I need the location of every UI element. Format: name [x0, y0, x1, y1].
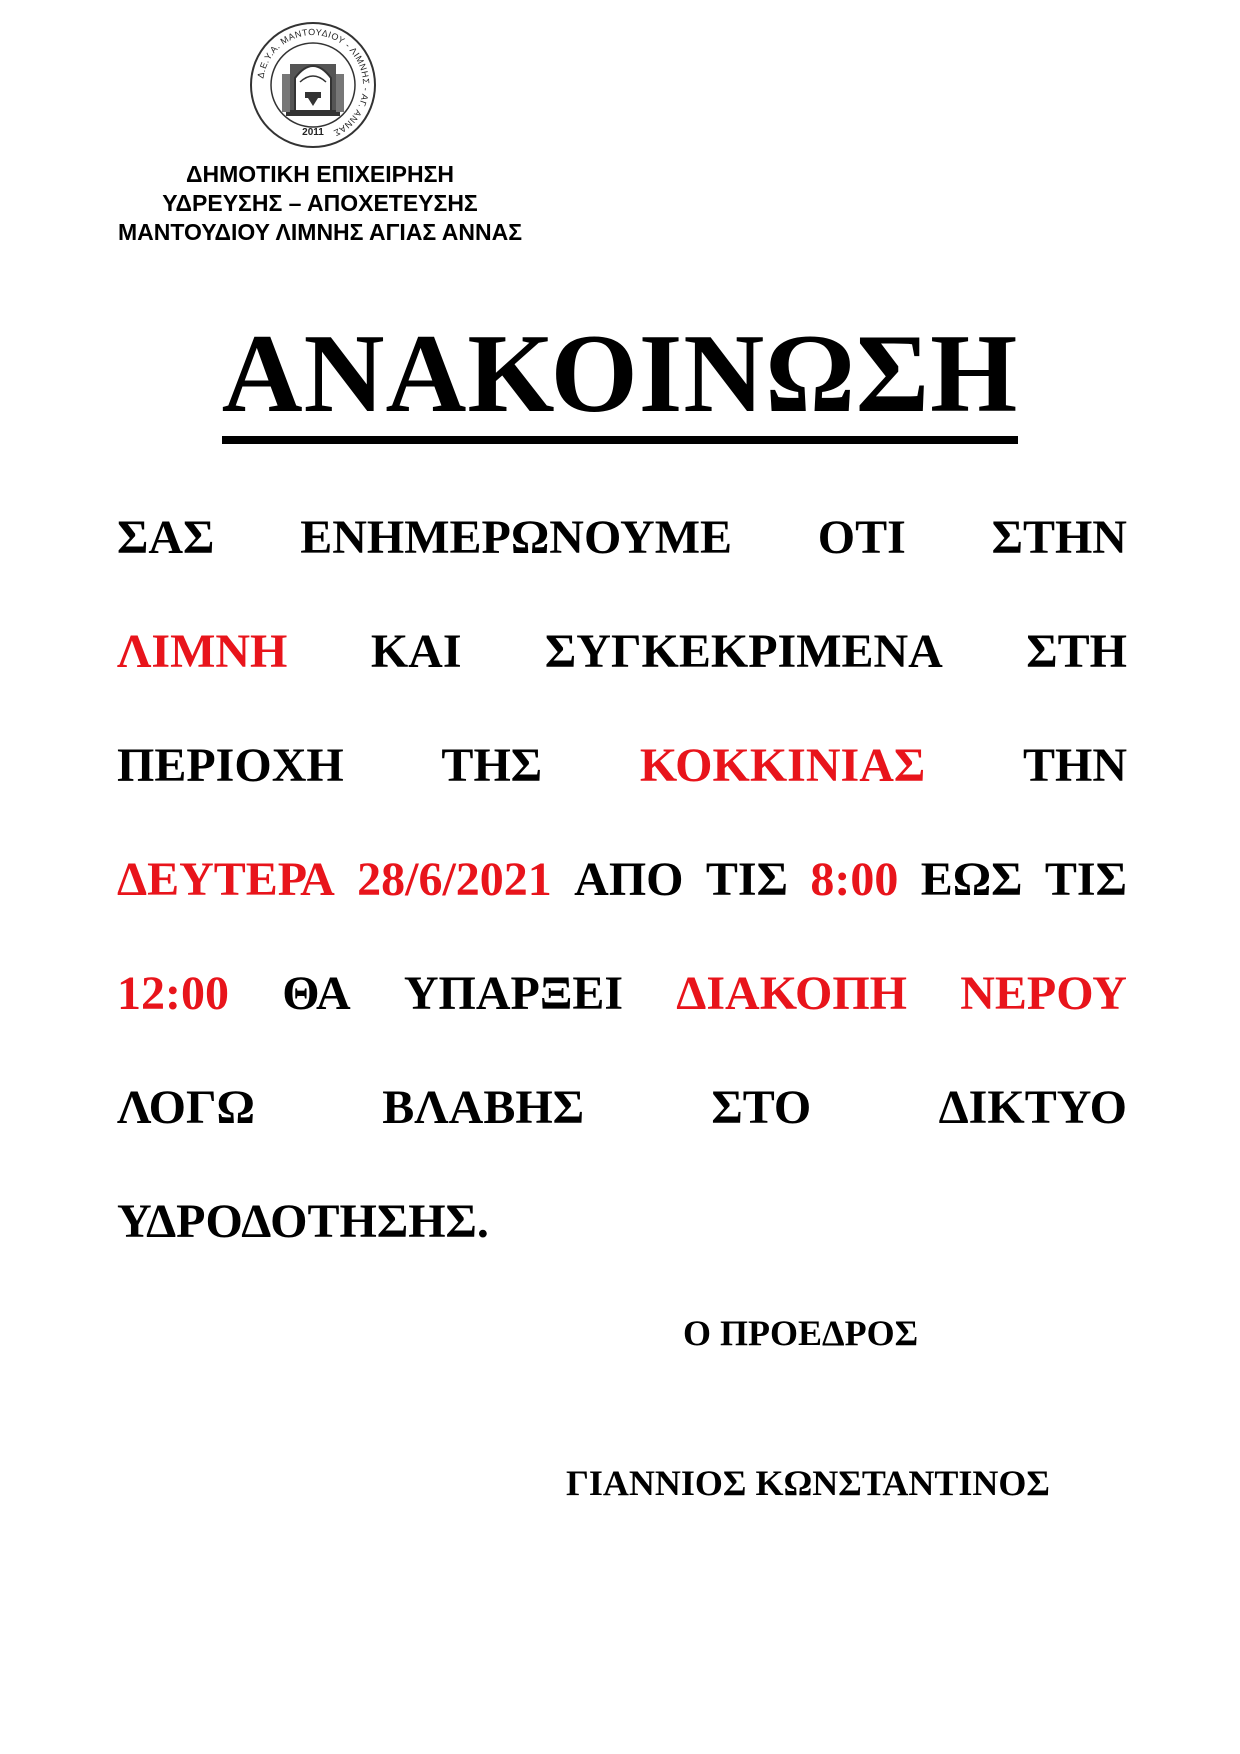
body-line-7	[117, 1192, 1127, 1252]
organization-name	[60, 160, 580, 247]
body-line-2	[117, 622, 1127, 682]
org-line-3: ΜΑΝΤΟΥΔΙΟΥ ΛΙΜΝΗΣ ΑΓΙΑΣ ΑΝΝΑΣ	[117, 219, 523, 245]
highlight-word: ΝΕΡΟΥ	[960, 967, 1127, 1020]
word: ΟΤΙ	[817, 511, 906, 564]
signature-name: ΓΙΑΝΝΙΟΣ ΚΩΝΣΤΑΝΤΙΝΟΣ	[566, 1463, 1050, 1503]
organization-logo-seal	[248, 20, 378, 150]
svg-text:2011: 2011	[302, 127, 324, 138]
word: ΠΕΡΙΟΧΗ	[117, 739, 344, 792]
word: ΥΠΑΡΞΕΙ	[403, 967, 624, 1020]
body-line-5	[117, 964, 1127, 1024]
announcement-title: ΑΝΑΚΟΙΝΩΣΗ	[222, 318, 1019, 444]
highlight-time: 12:00	[117, 967, 229, 1020]
word: ΣΥΓΚΕΚΡΙΜΕΝΑ	[544, 625, 943, 678]
word: ΤΗΝ	[1022, 739, 1127, 792]
word: ΘΑ	[282, 967, 351, 1020]
body-line-4	[117, 850, 1127, 910]
body-line-1	[117, 508, 1127, 568]
highlight-word: ΔΕΥΤΕΡΑ	[117, 853, 335, 906]
word: ΤΙΣ	[1044, 853, 1127, 906]
word: ΣΤΗΝ	[991, 511, 1127, 564]
org-line-2: ΥΔΡΕΥΣΗΣ – ΑΠΟΧΕΤΕΥΣΗΣ	[162, 190, 478, 216]
word: ΕΩΣ	[920, 853, 1023, 906]
highlight-word: ΔΙΑΚΟΠΗ	[676, 967, 907, 1020]
word: ΣΑΣ	[117, 511, 215, 564]
org-line-1: ΔΗΜΟΤΙΚΗ ΕΠΙΧΕΙΡΗΣΗ	[185, 161, 454, 187]
word: ΕΝΗΜΕΡΩΝΟΥΜΕ	[300, 511, 733, 564]
svg-text:Δ.Ε.Υ.Α. ΜΑΝΤΟΥΔΙΟΥ - ΛΙΜΝΗΣ -: Δ.Ε.Υ.Α. ΜΑΝΤΟΥΔΙΟΥ - ΛΙΜΝΗΣ - ΑΓ. ΑΝΝΑΣ	[255, 26, 372, 139]
seal-icon	[248, 20, 378, 150]
body-line-3	[117, 736, 1127, 796]
word: ΣΤΟ	[711, 1081, 812, 1134]
word: ΤΗΣ	[441, 739, 543, 792]
highlight-word: ΚΟΚΚΙΝΙΑΣ	[639, 739, 926, 792]
highlight-time: 8:00	[810, 853, 899, 906]
word: ΒΛΑΒΗΣ	[382, 1081, 585, 1134]
announcement-title-wrap	[0, 312, 1240, 444]
word: ΥΔΡΟΔΟΤΗΣΗΣ.	[117, 1195, 489, 1248]
highlight-date: 28/6/2021	[357, 853, 552, 906]
word: ΣΤΗ	[1026, 625, 1127, 678]
word: ΚΑΙ	[370, 625, 462, 678]
word: ΑΠΟ	[574, 853, 684, 906]
word: ΤΙΣ	[705, 853, 788, 906]
signature-role: Ο ΠΡΟΕΔΡΟΣ	[683, 1313, 919, 1353]
body-line-6	[117, 1078, 1127, 1138]
word: ΔΙΚΤΥΟ	[938, 1081, 1127, 1134]
word: ΛΟΓΩ	[117, 1081, 255, 1134]
highlight-word: ΛΙΜΝΗ	[117, 625, 288, 678]
